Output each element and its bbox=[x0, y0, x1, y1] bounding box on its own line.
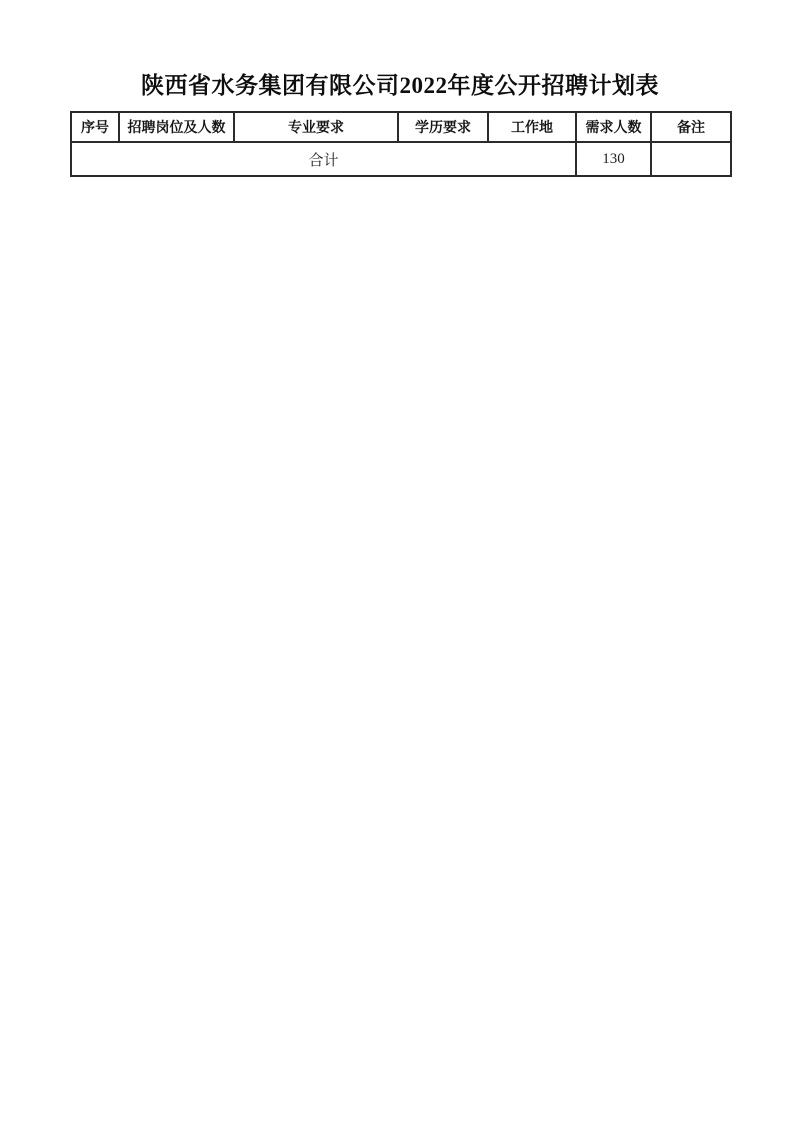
total-count-cell: 130 bbox=[576, 142, 651, 176]
header-remark: 备注 bbox=[651, 112, 731, 142]
remark-cell bbox=[651, 142, 731, 176]
header-position: 招聘岗位及人数 bbox=[119, 112, 234, 142]
header-major: 专业要求 bbox=[234, 112, 398, 142]
header-row bbox=[71, 112, 731, 142]
table-body bbox=[71, 142, 731, 176]
recruitment-plan-table bbox=[70, 111, 732, 177]
total-label-cell: 合计 bbox=[71, 142, 576, 176]
page-title: 陕西省水务集团有限公司2022年度公开招聘计划表 bbox=[141, 73, 659, 98]
header-seq: 序号 bbox=[71, 112, 119, 142]
total-row bbox=[71, 142, 731, 176]
table-header bbox=[71, 112, 731, 142]
header-location: 工作地 bbox=[488, 112, 576, 142]
header-count: 需求人数 bbox=[576, 112, 651, 142]
header-education: 学历要求 bbox=[398, 112, 488, 142]
